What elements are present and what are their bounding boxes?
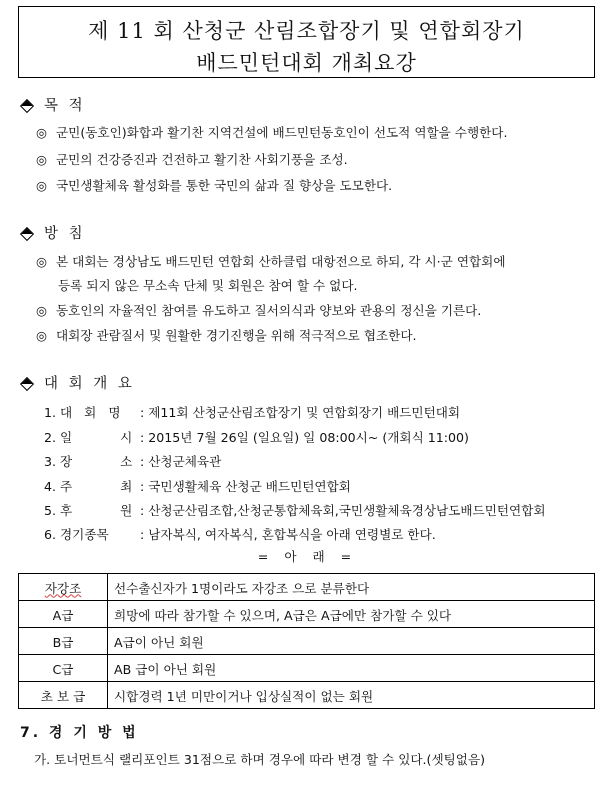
table-row: [19, 655, 595, 682]
title-box: [18, 6, 595, 78]
overview-heading-text: 대 회 개 요: [44, 376, 135, 392]
overview-item: 6. 경기종목 : 남자복식, 여자복식, 혼합복식을 아래 연령별로 한다.: [44, 527, 436, 542]
double-circle-icon: ◎: [36, 125, 47, 140]
grade-desc-cell: AB 급이 아닌 회원: [108, 655, 595, 682]
table-row: [19, 601, 595, 628]
policy-item-continuation: 등록 되지 않은 무소속 단체 및 회원은 참여 할 수 없다.: [58, 278, 358, 293]
grade-cell: C급: [19, 655, 108, 682]
grade-desc-cell: 희망에 따라 참가할 수 있으며, A급은 A급에만 참가할 수 있다: [108, 601, 595, 628]
grade-cell: 초 보 급: [19, 682, 108, 709]
section-7-item: 가. 토너먼트식 랠리포인트 31점으로 하며 경우에 따라 변경 할 수 있다.(셋팅없음): [34, 752, 486, 767]
grade-desc-cell: 시합경력 1년 미만이거나 입상실적이 없는 회원: [108, 682, 595, 709]
policy-item: ◎ 동호인의 자율적인 참여를 유도하고 질서의식과 양보와 관용의 정신을 기른다.: [36, 303, 482, 318]
grade-cell: B급: [19, 628, 108, 655]
overview-item: 2. 일 시: 2015년 7월 26일 (일요일) 일 08:00시~ (개회식 11:00): [44, 430, 469, 445]
double-circle-icon: ◎: [36, 178, 47, 193]
grade-table: [18, 573, 595, 709]
table-row: [19, 628, 595, 655]
overview-item: 4. 주 최: 국민생활체육 산청군 배드민턴연합회: [44, 479, 351, 494]
table-row: [19, 682, 595, 709]
purpose-item: ◎ 국민생활체육 활성화를 통한 국민의 삶과 질 향상을 도모한다.: [36, 178, 393, 193]
grade-cell: 자강조: [19, 574, 108, 601]
overview-heading: [20, 372, 135, 393]
table-row: [19, 574, 595, 601]
diamond-bullet-icon: [20, 377, 32, 389]
policy-heading: [20, 222, 86, 243]
double-circle-icon: ◎: [36, 152, 47, 167]
title-line-2: 배드민턴대회 개최요강: [196, 51, 417, 75]
purpose-item: ◎ 군민의 건강증진과 건전하고 활기찬 사회기풍을 조성.: [36, 152, 348, 167]
policy-item: ◎ 본 대회는 경상남도 배드민턴 연합회 산하클럽 대항전으로 하되, 각 시·군 연합회에: [36, 254, 506, 269]
purpose-item: ◎ 군민(동호인)화합과 활기찬 지역건설에 배드민턴동호인이 선도적 역할을 수행한다.: [36, 125, 508, 140]
grade-cell: A급: [19, 601, 108, 628]
purpose-heading-text: 목 적: [44, 98, 86, 114]
double-circle-icon: ◎: [36, 303, 47, 318]
diamond-bullet-icon: [20, 99, 32, 111]
diamond-bullet-icon: [20, 227, 32, 239]
grade-desc-cell: A급이 아닌 회원: [108, 628, 595, 655]
double-circle-icon: ◎: [36, 328, 47, 343]
overview-item: 5. 후 원: 산청군산림조합,산청군통합체육회,국민생활체육경상남도배드민턴연합회: [44, 503, 546, 518]
purpose-heading: [20, 94, 86, 115]
policy-item: ◎ 대회장 관람질서 및 원활한 경기진행을 위해 적극적으로 협조한다.: [36, 328, 417, 343]
overview-item: 1. 대 회 명 : 제11회 산청군산림조합장기 및 연합회장기 배드민턴대회: [44, 405, 461, 420]
policy-heading-text: 방 침: [44, 226, 86, 242]
grade-desc-cell: 선수출신자가 1명이라도 자강조 으로 분류한다: [108, 574, 595, 601]
section-7-heading: 7. 경 기 방 법: [20, 725, 139, 741]
overview-item: 3. 장 소: 산청군체육관: [44, 454, 222, 469]
double-circle-icon: ◎: [36, 254, 47, 269]
title-line-1: 제 11 회 산청군 산림조합장기 및 연합회장기: [88, 19, 525, 43]
below-note: = 아 래 =: [257, 549, 358, 564]
